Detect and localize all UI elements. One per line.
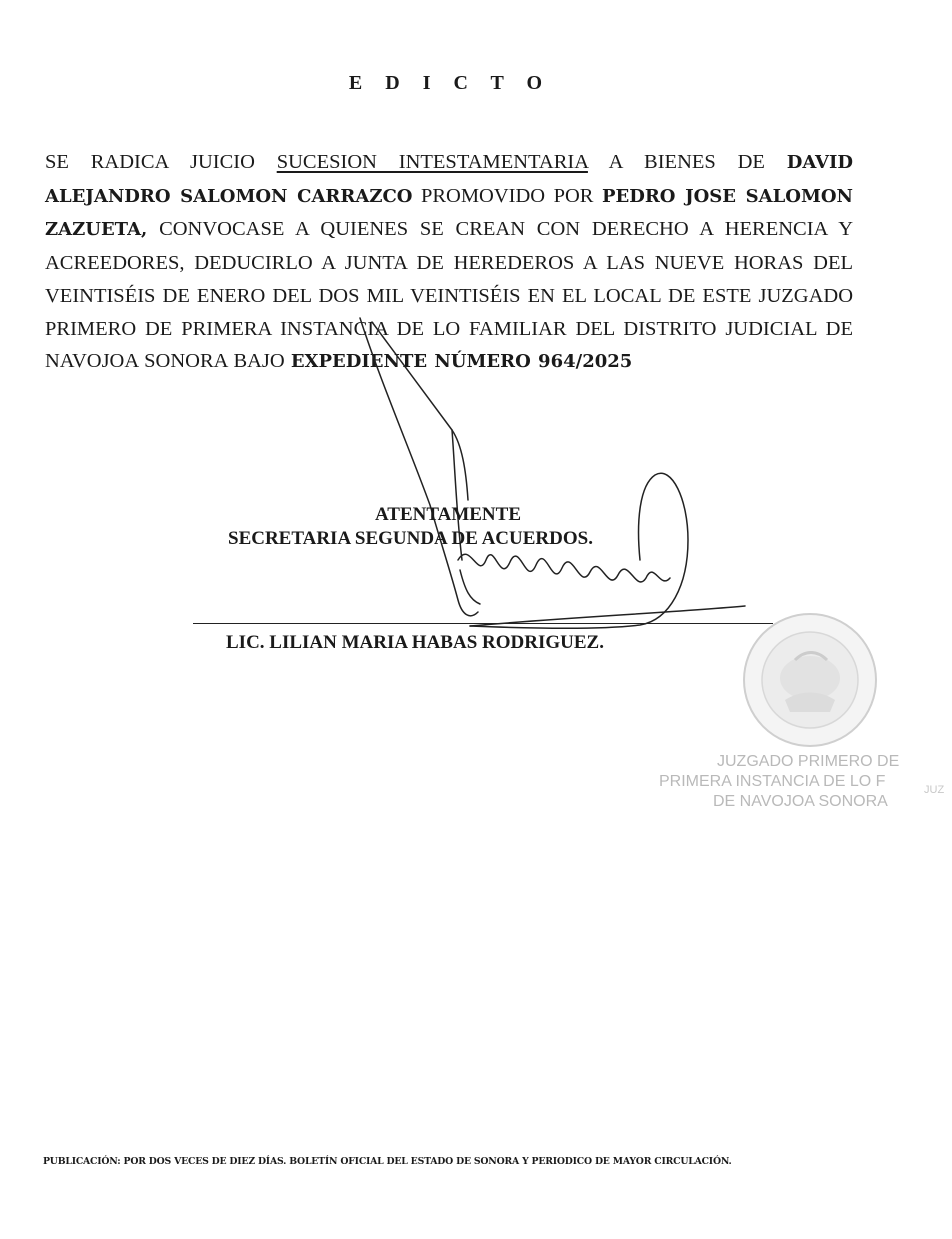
document-title: E D I C T O [348,72,552,94]
body-part: CONVOCASE A QUIENES SE CREAN CON DERECHO A HERENCIA Y ACREEDORES, DEDUCIRLO A JUNTA DE HEREDEROS A LAS NUEVE HORAS DEL VEINTISÉIS DE ENERO DEL DOS MIL VEINTISÉIS EN EL LOCAL DE ESTE JUZGADO PRIMERO DE PRIMERA INSTANCIA DE LO FAMILIAR DEL DISTRITO JUDICIAL DE NAVOJOA SONORA BAJO [45,218,853,373]
trial-type: SUCESION INTESTAMENTARIA [276,151,588,173]
signature-line [193,623,773,624]
court-stamp [655,752,905,812]
signer-name: LIC. LILIAN MARIA HABAS RODRIGUEZ. [226,632,604,653]
file-number: EXPEDIENTE NÚMERO 964/2025 [290,351,633,373]
publication-note: PUBLICACIÓN: POR DOS VECES DE DIEZ DÍAS. BOLETÍN OFICIAL DEL ESTADO DE SONORA Y PERIODICO DE MAYOR CIRCULACIÓN. [43,1156,732,1167]
stamp-line: DE NAVOJOA SONORA [713,793,888,810]
closing-salutation: ATENTAMENTE [374,504,522,525]
body-part: PROMOVIDO POR [412,184,602,207]
deceased-name: DAVID ALEJANDRO SALOMON CARRAZCO [45,152,854,207]
official-seal [735,610,885,750]
promoter-name: PEDRO JOSE SALOMON ZAZUETA, [45,185,854,241]
stamp-fragment: JUZ [924,784,945,796]
body-part: SE RADICA JUICIO [45,151,277,173]
stamp-line: JUZGADO PRIMERO DE [717,753,900,770]
stamp-line: PRIMERA INSTANCIA DE LO F [659,773,886,790]
signer-role: SECRETARIA SEGUNDA DE ACUERDOS. [228,528,593,549]
body-part: A BIENES DE [587,151,787,173]
